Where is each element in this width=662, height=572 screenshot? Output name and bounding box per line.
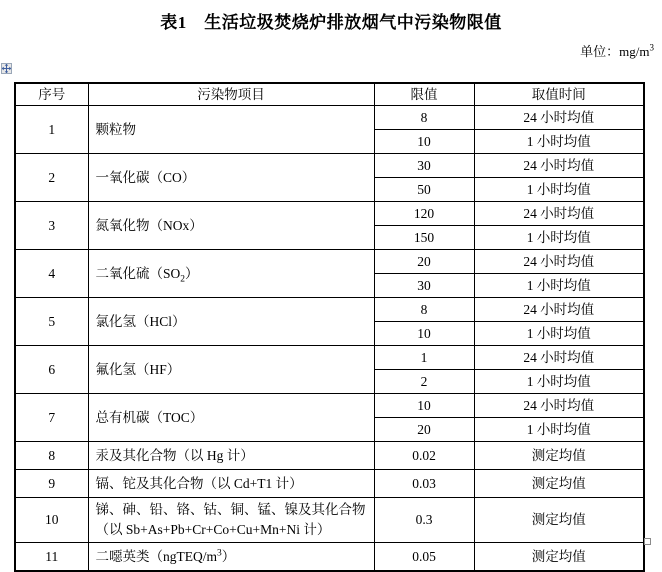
averaging-time-cell: 24 小时均值 <box>474 298 644 322</box>
table-move-handle-icon[interactable] <box>1 63 12 74</box>
table-row <box>15 470 644 498</box>
limit-value-cell: 8 <box>374 298 474 322</box>
averaging-time-cell: 1 小时均值 <box>474 322 644 346</box>
limit-value-cell: 150 <box>374 226 474 250</box>
limit-value-cell: 2 <box>374 370 474 394</box>
table-row <box>15 106 644 130</box>
limit-value-cell: 30 <box>374 154 474 178</box>
pollutant-name-cell: 总有机碳（TOC） <box>88 394 374 442</box>
limit-value-cell: 0.03 <box>374 470 474 498</box>
pollutant-name-cell: 锑、砷、铅、铬、钴、铜、锰、镍及其化合物（以 Sb+As+Pb+Cr+Co+Cu+Mn+Ni 计） <box>88 498 374 543</box>
table-row <box>15 442 644 470</box>
averaging-time-cell: 测定均值 <box>474 442 644 470</box>
table-row <box>15 394 644 418</box>
limit-value-cell: 20 <box>374 250 474 274</box>
unit-label-superscript: 3 <box>649 42 654 53</box>
serial-number-cell: 10 <box>15 498 88 543</box>
averaging-time-cell: 24 小时均值 <box>474 154 644 178</box>
serial-number-cell: 11 <box>15 543 88 572</box>
pollutant-name-cell: 氯化氢（HCl） <box>88 298 374 346</box>
limit-value-cell: 50 <box>374 178 474 202</box>
averaging-time-cell: 24 小时均值 <box>474 202 644 226</box>
header-serial-number: 序号 <box>15 83 88 106</box>
limit-value-cell: 1 <box>374 346 474 370</box>
averaging-time-cell: 测定均值 <box>474 498 644 543</box>
table-row <box>15 154 644 178</box>
header-averaging-time: 取值时间 <box>474 83 644 106</box>
header-pollutant-item: 污染物项目 <box>88 83 374 106</box>
unit-label-text: 单位：mg/m <box>580 44 650 59</box>
averaging-time-cell: 24 小时均值 <box>474 250 644 274</box>
four-way-arrows-icon <box>2 64 11 73</box>
pollutant-name-cell: 二噁英类$(ngTEQ/m^3)$ <box>88 543 374 572</box>
limit-value-cell: 0.02 <box>374 442 474 470</box>
table-row <box>15 298 644 322</box>
serial-number-cell: 7 <box>15 394 88 442</box>
averaging-time-cell: 1 小时均值 <box>474 178 644 202</box>
limit-value-cell: 10 <box>374 322 474 346</box>
table-row <box>15 202 644 226</box>
limit-value-cell: 120 <box>374 202 474 226</box>
limit-value-cell: 10 <box>374 130 474 154</box>
serial-number-cell: 8 <box>15 442 88 470</box>
serial-number-cell: 1 <box>15 106 88 154</box>
averaging-time-cell: 1 小时均值 <box>474 274 644 298</box>
averaging-time-cell: 1 小时均值 <box>474 130 644 154</box>
averaging-time-cell: 测定均值 <box>474 543 644 572</box>
serial-number-cell: 4 <box>15 250 88 298</box>
table-body <box>15 106 644 572</box>
pollutant-name-cell: 一氧化碳（CO） <box>88 154 374 202</box>
serial-number-cell: 2 <box>15 154 88 202</box>
pollutant-name-cell: 二氧化硫$(SO_2)$ <box>88 250 374 298</box>
pollutant-name-cell: 镉、铊及其化合物（以 Cd+T1 计） <box>88 470 374 498</box>
averaging-time-cell: 24 小时均值 <box>474 346 644 370</box>
pollutant-name-cell: 氮氧化物（NOx） <box>88 202 374 250</box>
table-resize-handle-icon[interactable] <box>644 538 651 545</box>
averaging-time-cell: 1 小时均值 <box>474 226 644 250</box>
limit-value-cell: 20 <box>374 418 474 442</box>
limit-value-cell: 0.3 <box>374 498 474 543</box>
averaging-time-cell: 24 小时均值 <box>474 394 644 418</box>
header-limit-value: 限值 <box>374 83 474 106</box>
table-row <box>15 498 644 543</box>
page-title: 表1 生活垃圾焚烧炉排放烟气中污染物限值 <box>160 13 502 32</box>
averaging-time-cell: 1 小时均值 <box>474 370 644 394</box>
averaging-time-cell: 24 小时均值 <box>474 106 644 130</box>
pollutant-name-cell: 氟化氢（HF） <box>88 346 374 394</box>
table-row <box>15 346 644 370</box>
limit-value-cell: 10 <box>374 394 474 418</box>
pollutant-name-cell: 颗粒物 <box>88 106 374 154</box>
table-header-row <box>15 83 644 106</box>
limit-value-cell: 30 <box>374 274 474 298</box>
table-row <box>15 543 644 572</box>
pollutant-limits-table <box>14 82 645 572</box>
serial-number-cell: 6 <box>15 346 88 394</box>
serial-number-cell: 5 <box>15 298 88 346</box>
table-row <box>15 250 644 274</box>
serial-number-cell: 9 <box>15 470 88 498</box>
pollutant-name-cell: 汞及其化合物（以 Hg 计） <box>88 442 374 470</box>
unit-label <box>580 41 654 60</box>
limit-value-cell: 8 <box>374 106 474 130</box>
averaging-time-cell: 1 小时均值 <box>474 418 644 442</box>
serial-number-cell: 3 <box>15 202 88 250</box>
averaging-time-cell: 测定均值 <box>474 470 644 498</box>
limit-value-cell: 0.05 <box>374 543 474 572</box>
